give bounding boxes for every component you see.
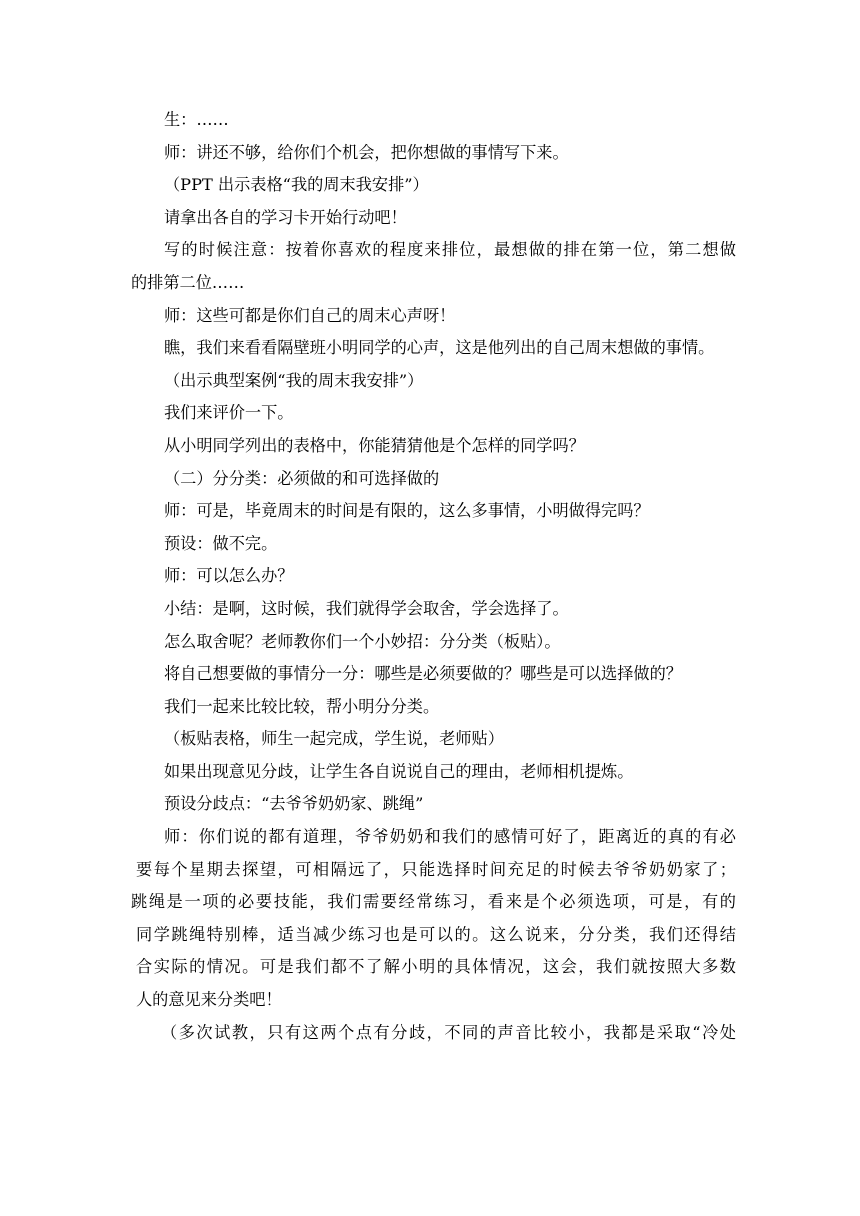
- paragraph-line: 请拿出各自的学习卡开始行动吧！: [164, 207, 407, 227]
- section-heading: （二）分分类：必须做的和可选择做的: [164, 468, 440, 488]
- paragraph-line: （多次试教，只有这两个点有分歧，不同的声音比较小，我都是采取“冷处: [161, 1022, 736, 1042]
- paragraph-line: 合实际的情况。可是我们都不了解小明的具体情况，这会，我们就按照大多数: [136, 957, 736, 977]
- paragraph-line: 如果出现意见分歧，让学生各自说说自己的理由，老师相机提炼。: [164, 761, 634, 781]
- paragraph-line: 预设：做不完。: [164, 533, 278, 553]
- paragraph-line: 小结：是啊，这时候，我们就得学会取舍，学会选择了。: [164, 598, 569, 618]
- paragraph-line: 生：……: [164, 110, 229, 129]
- paragraph-line: 师：讲还不够，给你们个机会，把你想做的事情写下来。: [164, 142, 569, 162]
- paragraph-line: 要每个星期去探望，可相隔远了，只能选择时间充足的时候去爷爷奶奶家了；: [136, 859, 736, 879]
- paragraph-line: 师：这些可都是你们自己的周末心声呀！: [164, 305, 456, 325]
- paragraph-line: 同学跳绳特别棒，适当减少练习也是可以的。这么说来，分分类，我们还得结: [136, 924, 736, 944]
- paragraph-line: 我们一起来比较比较，帮小明分分类。: [164, 696, 440, 716]
- paragraph-line: 将自己想要做的事情分一分：哪些是必须要做的？哪些是可以选择做的？: [164, 664, 682, 684]
- paragraph-line: 从小明同学列出的表格中，你能猜猜他是个怎样的同学吗？: [164, 435, 585, 455]
- paragraph-line: 师：可以怎么办？: [164, 566, 294, 586]
- paragraph-line: 师：你们说的都有道理，爷爷奶奶和我们的感情可好了，距离近的真的有必: [164, 827, 736, 847]
- paragraph-line: 师：可是，毕竟周末的时间是有限的，这么多事情，小明做得完吗？: [164, 501, 650, 521]
- paragraph-line: 瞧，我们来看看隔壁班小明同学的心声，这是他列出的自己周末想做的事情。: [164, 338, 715, 358]
- paragraph-line: 预设分歧点：“去爷爷奶奶家、跳绳”: [164, 794, 424, 814]
- paragraph-line: 怎么取舍呢？老师教你们一个小妙招：分分类（板贴）。: [164, 631, 561, 651]
- paragraph-line: 的排第二位……: [131, 272, 245, 292]
- paragraph-line: （出示典型案例“我的周末我安排”）: [164, 370, 424, 390]
- paragraph-line: （板贴表格，师生一起完成，学生说，老师贴）: [164, 729, 504, 749]
- paragraph-line: 我们来评价一下。: [164, 403, 294, 423]
- paragraph-line: 写的时候注意：按着你喜欢的程度来排位，最想做的排在第一位，第二想做: [164, 240, 736, 260]
- paragraph-line: 跳绳是一项的必要技能，我们需要经常练习，看来是个必须选项，可是，有的: [131, 892, 736, 912]
- document-body: [131, 104, 736, 1049]
- paragraph-line: 人的意见来分类吧！: [136, 990, 282, 1010]
- paragraph-line: （PPT 出示表格“我的周末我安排”）: [164, 175, 429, 195]
